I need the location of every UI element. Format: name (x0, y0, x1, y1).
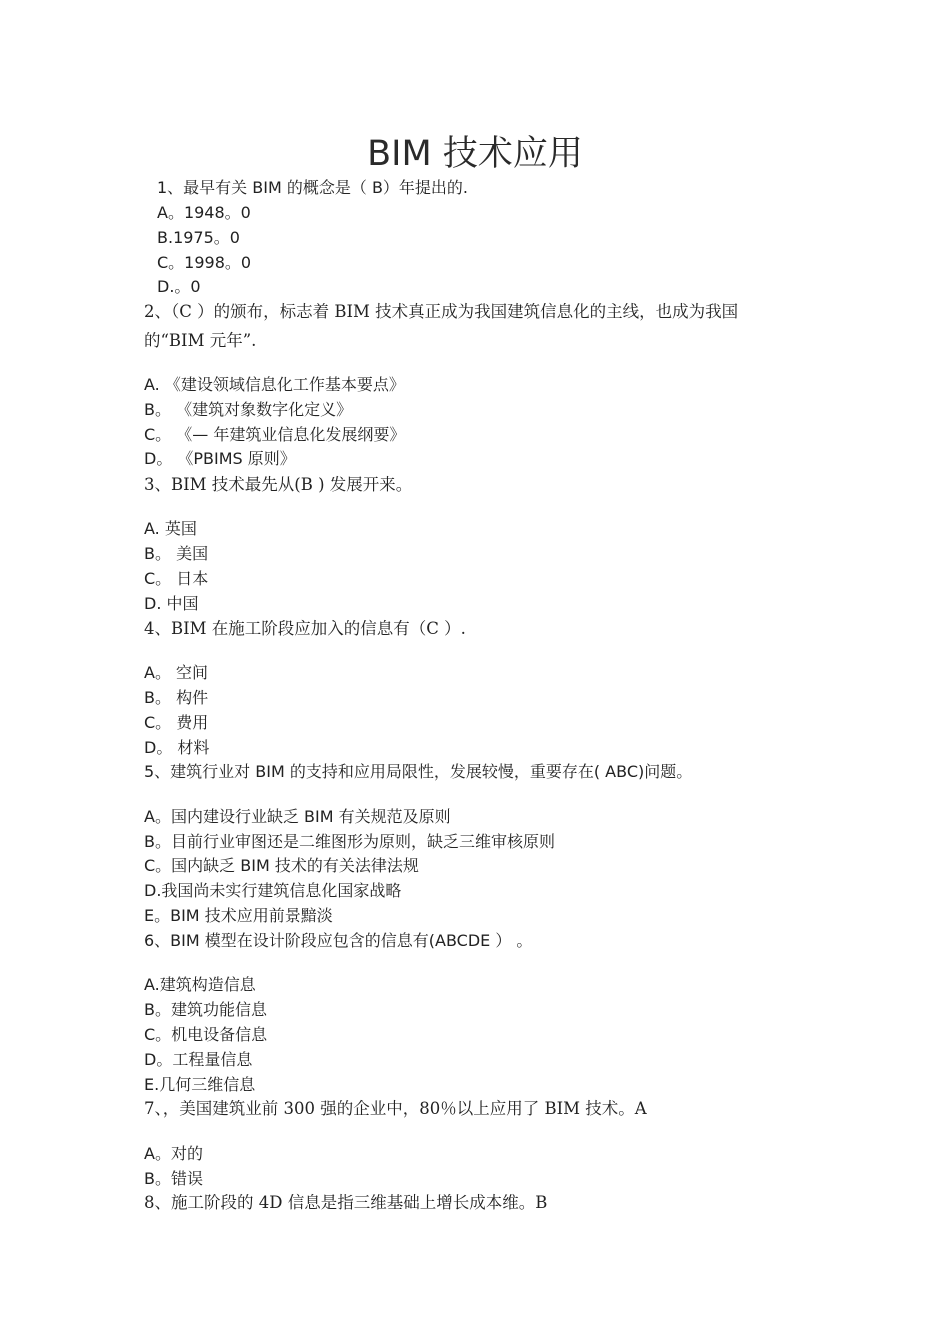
question-5-option-a: A。国内建设行业缺乏 BIM 有关规范及原则 (144, 807, 451, 826)
question-1-option-a: A。1948。0 (157, 203, 251, 222)
question-6-option-d: D。工程量信息 (144, 1050, 253, 1069)
question-3-option-d: D. 中国 (144, 594, 199, 613)
question-1-option-d: D.。0 (157, 277, 201, 296)
question-2-option-c: C。 《— 年建筑业信息化发展纲要》 (144, 425, 406, 444)
question-5: 5、建筑行业对 BIM 的支持和应用局限性，发展较慢，重要存在( ABC)问题。 (144, 762, 693, 781)
question-2-option-d: D。 《PBIMS 原则》 (144, 449, 296, 468)
question-6-option-c: C。机电设备信息 (144, 1025, 268, 1044)
question-5-option-c: C。国内缺乏 BIM 技术的有关法律法规 (144, 856, 419, 875)
question-2-line-2: 的“BIM 元年”. (144, 331, 257, 350)
question-3: 3、BIM 技术最先从(B ) 发展开来。 (144, 475, 413, 494)
question-3-option-c: C。 日本 (144, 569, 209, 588)
question-6-option-a: A.建筑构造信息 (144, 975, 256, 994)
question-5-option-b: B。目前行业审图还是二维图形为原则，缺乏三维审核原则 (144, 832, 555, 851)
question-5-option-d: D.我国尚未实行建筑信息化国家战略 (144, 881, 402, 900)
page-title: BIM 技术应用 (367, 134, 583, 174)
question-1-option-b: B.1975。0 (157, 228, 240, 247)
question-8: 8、施工阶段的 4D 信息是指三维基础上增长成本维。B (144, 1193, 548, 1212)
question-6: 6、BIM 模型在设计阶段应包含的信息有(ABCDE ） 。 (144, 931, 533, 950)
question-2-option-b: B。 《建筑对象数字化定义》 (144, 400, 353, 419)
question-3-option-b: B。 美国 (144, 544, 209, 563)
question-4-option-d: D。 材料 (144, 738, 210, 757)
question-3-option-a: A. 英国 (144, 519, 197, 538)
question-6-option-e: E.几何三维信息 (144, 1075, 256, 1094)
question-1: 1、最早有关 BIM 的概念是（ B）年提出的. (157, 178, 469, 197)
question-4-option-a: A。 空间 (144, 663, 209, 682)
question-1-option-c: C。1998。0 (157, 253, 252, 272)
question-2-option-a: A. 《建设领域信息化工作基本要点》 (144, 375, 405, 394)
question-7-option-b: B。错误 (144, 1169, 203, 1188)
question-2-line-1: 2、（C ）的颁布，标志着 BIM 技术真正成为我国建筑信息化的主线，也成为我国 (144, 302, 739, 321)
question-7: 7、，美国建筑业前 300 强的企业中，80％以上应用了 BIM 技术。A (144, 1099, 647, 1118)
question-4-option-b: B。 构件 (144, 688, 209, 707)
question-4: 4、BIM 在施工阶段应加入的信息有（C ）. (144, 619, 466, 638)
question-5-option-e: E。BIM 技术应用前景黯淡 (144, 906, 333, 925)
question-7-option-a: A。对的 (144, 1144, 203, 1163)
question-4-option-c: C。 费用 (144, 713, 209, 732)
question-6-option-b: B。建筑功能信息 (144, 1000, 267, 1019)
